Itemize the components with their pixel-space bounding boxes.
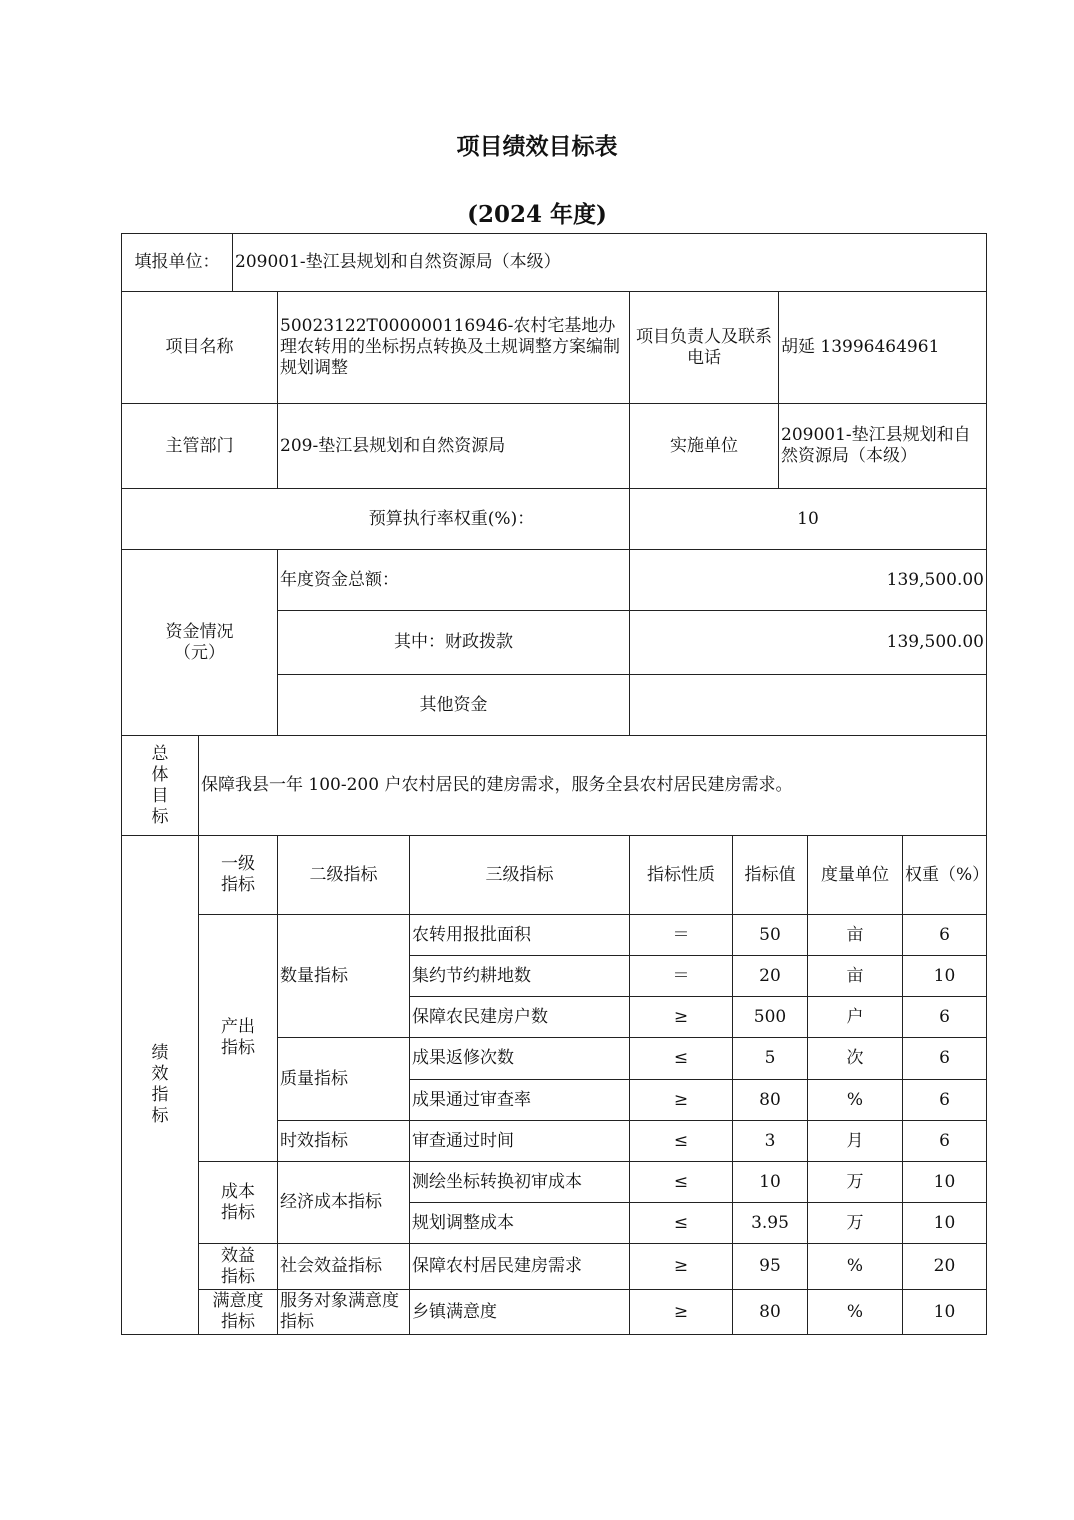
indicator-weight: 6 bbox=[902, 914, 987, 956]
indicator-unit: 月 bbox=[807, 1120, 903, 1162]
level2-social-benefit: 社会效益指标 bbox=[277, 1243, 410, 1290]
goal-char: 体 bbox=[151, 764, 169, 785]
indicator-weight: 10 bbox=[902, 955, 987, 997]
level2-quantity: 数量指标 bbox=[277, 914, 410, 1038]
indicator-nature: ≥ bbox=[629, 1243, 733, 1290]
indicator-nature: ≥ bbox=[629, 996, 733, 1038]
indicator-weight: 10 bbox=[902, 1202, 987, 1244]
indicator-value: 80 bbox=[732, 1079, 808, 1121]
project-contact-label: 项目负责人及联系电话 bbox=[629, 291, 779, 404]
supervising-dept-value: 209-垫江县规划和自然资源局 bbox=[277, 403, 630, 489]
header-weight: 权重（%） bbox=[902, 835, 987, 915]
indicator-name: 农转用报批面积 bbox=[409, 914, 630, 956]
indicator-nature: ≤ bbox=[629, 1037, 733, 1080]
indicator-unit: 亩 bbox=[807, 914, 903, 956]
fill-unit-value: 209001-垫江县规划和自然资源局（本级） bbox=[232, 233, 987, 292]
indicator-nature: ≤ bbox=[629, 1202, 733, 1244]
indicator-name: 成果通过审查率 bbox=[409, 1079, 630, 1121]
indicator-weight: 6 bbox=[902, 1120, 987, 1162]
indicator-value: 50 bbox=[732, 914, 808, 956]
indicator-value: 5 bbox=[732, 1037, 808, 1080]
indicator-name: 保障农村居民建房需求 bbox=[409, 1243, 630, 1290]
indicator-name: 规划调整成本 bbox=[409, 1202, 630, 1244]
goal-char: 目 bbox=[151, 785, 169, 806]
level2-service-satisfaction: 服务对象满意度指标 bbox=[277, 1289, 410, 1335]
fiscal-appropriation-value: 139,500.00 bbox=[629, 610, 987, 675]
annual-total-label: 年度资金总额： bbox=[277, 549, 630, 611]
indicator-value: 80 bbox=[732, 1289, 808, 1335]
perf-char: 标 bbox=[151, 1106, 169, 1126]
implementing-unit-value: 209001-垫江县规划和自然资源局（本级） bbox=[778, 403, 987, 489]
level1-benefit-line1: 效益 bbox=[221, 1245, 255, 1266]
supervising-dept-label: 主管部门 bbox=[121, 403, 278, 489]
indicator-nature: ≤ bbox=[629, 1120, 733, 1162]
level1-satisfaction-line1: 满意度 bbox=[212, 1291, 264, 1311]
budget-weight-label bbox=[121, 488, 630, 550]
overall-goal-label bbox=[121, 735, 199, 836]
indicator-unit: % bbox=[807, 1289, 903, 1335]
project-name-value: 50023122T000000116946-农村宅基地办理农转用的坐标拐点转换及土规调整方案编制规划调整 bbox=[277, 291, 630, 404]
project-name-label: 项目名称 bbox=[121, 291, 278, 404]
indicator-name: 集约节约耕地数 bbox=[409, 955, 630, 997]
indicator-nature: ＝ bbox=[629, 914, 733, 956]
indicator-unit: 万 bbox=[807, 1202, 903, 1244]
perf-char: 效 bbox=[151, 1064, 169, 1084]
project-contact-value: 胡延 13996464961 bbox=[778, 291, 987, 404]
header-level2: 二级指标 bbox=[277, 835, 410, 915]
page-title: 项目绩效目标表 bbox=[456, 133, 618, 160]
indicator-unit: 万 bbox=[807, 1161, 903, 1203]
indicator-unit: 户 bbox=[807, 996, 903, 1038]
level1-benefit bbox=[198, 1243, 278, 1290]
fiscal-appropriation-label: 其中：财政拨款 bbox=[277, 610, 630, 675]
indicator-value: 3 bbox=[732, 1120, 808, 1162]
indicator-unit: 亩 bbox=[807, 955, 903, 997]
level2-timeliness: 时效指标 bbox=[277, 1120, 410, 1162]
indicator-value: 3.95 bbox=[732, 1202, 808, 1244]
indicator-nature: ≤ bbox=[629, 1161, 733, 1203]
goal-char: 标 bbox=[151, 806, 169, 827]
indicator-name: 成果返修次数 bbox=[409, 1037, 630, 1080]
indicator-weight: 10 bbox=[902, 1289, 987, 1335]
overall-goal-text: 保障我县一年 100-200 户农村居民的建房需求，服务全县农村居民建房需求。 bbox=[198, 735, 987, 836]
indicator-value: 500 bbox=[732, 996, 808, 1038]
header-unit: 度量单位 bbox=[807, 835, 903, 915]
header-level3: 三级指标 bbox=[409, 835, 630, 915]
perf-char: 绩 bbox=[151, 1043, 169, 1063]
budget-weight-value: 10 bbox=[629, 488, 987, 550]
indicator-weight: 10 bbox=[902, 1161, 987, 1203]
fill-unit-label: 填报单位： bbox=[121, 233, 233, 292]
level1-satisfaction bbox=[198, 1289, 278, 1335]
indicator-name: 保障农民建房户数 bbox=[409, 996, 630, 1038]
indicator-weight: 6 bbox=[902, 1037, 987, 1080]
indicator-name: 审查通过时间 bbox=[409, 1120, 630, 1162]
goal-char: 总 bbox=[151, 743, 169, 764]
funds-label bbox=[121, 549, 278, 736]
funds-label-line2: （元） bbox=[174, 642, 225, 663]
header-level1-line1: 一级 bbox=[221, 854, 255, 874]
perf-char: 指 bbox=[151, 1085, 169, 1105]
performance-indicators-label bbox=[121, 835, 199, 1335]
level2-quality: 质量指标 bbox=[277, 1037, 410, 1121]
implementing-unit-label: 实施单位 bbox=[629, 403, 779, 489]
indicator-weight: 20 bbox=[902, 1243, 987, 1290]
other-funds-label: 其他资金 bbox=[277, 674, 630, 736]
indicator-nature: ＝ bbox=[629, 955, 733, 997]
level1-satisfaction-line2: 指标 bbox=[221, 1312, 255, 1332]
header-level1 bbox=[198, 835, 278, 915]
level1-cost-line1: 成本 bbox=[221, 1181, 255, 1202]
indicator-unit: 次 bbox=[807, 1037, 903, 1080]
level1-output bbox=[198, 914, 278, 1162]
level1-benefit-line2: 指标 bbox=[221, 1266, 255, 1287]
budget-weight-label-text: 预算执行率权重(%)： bbox=[368, 508, 535, 529]
annual-total-value: 139,500.00 bbox=[629, 549, 987, 611]
indicator-value: 95 bbox=[732, 1243, 808, 1290]
header-value: 指标值 bbox=[732, 835, 808, 915]
indicator-unit: % bbox=[807, 1079, 903, 1121]
indicator-value: 20 bbox=[732, 955, 808, 997]
other-funds-value bbox=[629, 674, 987, 736]
indicator-nature: ≥ bbox=[629, 1079, 733, 1121]
level1-output-line2: 指标 bbox=[221, 1038, 255, 1058]
level1-output-line1: 产出 bbox=[221, 1017, 255, 1037]
header-level1-line2: 指标 bbox=[221, 875, 255, 895]
indicator-name: 测绘坐标转换初审成本 bbox=[409, 1161, 630, 1203]
indicator-name: 乡镇满意度 bbox=[409, 1289, 630, 1335]
indicator-unit: % bbox=[807, 1243, 903, 1290]
level2-economic-cost: 经济成本指标 bbox=[277, 1161, 410, 1244]
indicator-nature: ≥ bbox=[629, 1289, 733, 1335]
page-subtitle-year: (2024 年度) bbox=[467, 201, 607, 228]
level1-cost bbox=[198, 1161, 278, 1244]
header-nature: 指标性质 bbox=[629, 835, 733, 915]
indicator-value: 10 bbox=[732, 1161, 808, 1203]
indicator-weight: 6 bbox=[902, 996, 987, 1038]
indicator-weight: 6 bbox=[902, 1079, 987, 1121]
level1-cost-line2: 指标 bbox=[221, 1202, 255, 1223]
funds-label-line1: 资金情况 bbox=[165, 621, 234, 642]
